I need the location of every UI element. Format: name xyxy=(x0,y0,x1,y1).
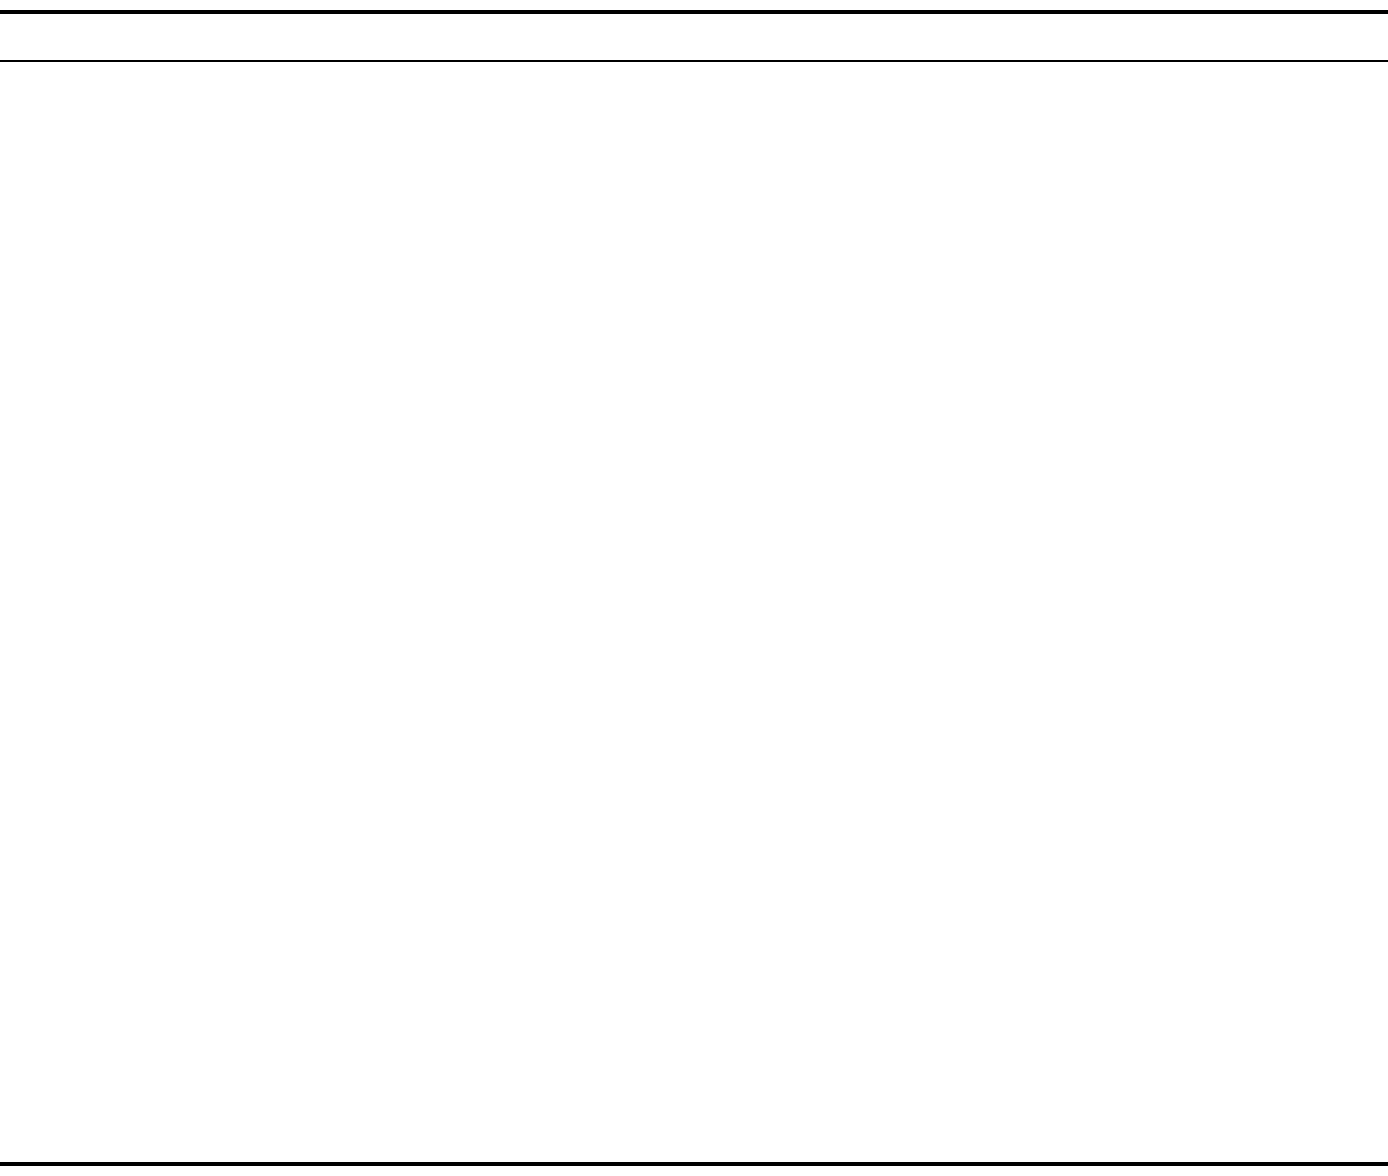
table-bottom-rule xyxy=(0,1162,1388,1166)
table-header-row xyxy=(0,14,1388,62)
